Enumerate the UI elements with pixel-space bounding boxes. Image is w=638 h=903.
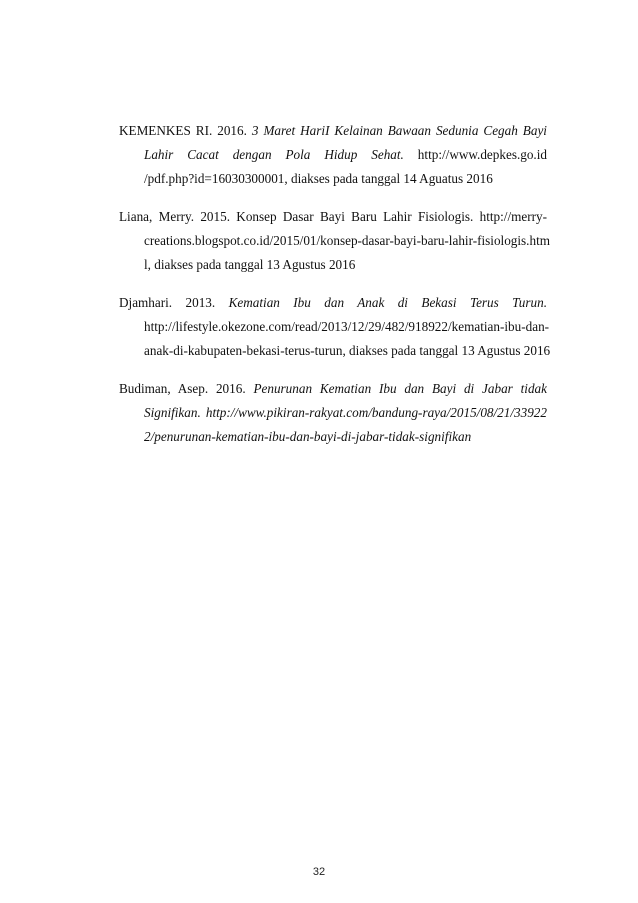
reference-line (119, 167, 547, 191)
reference-text: creations.blogspot.co.id/2015/01/konsep-dasar-bayi-baru-lahir-fisiologis.htm (144, 233, 550, 248)
reference-list (119, 119, 551, 463)
reference-line (119, 339, 551, 363)
reference-line (119, 291, 547, 315)
reference-line (119, 119, 547, 143)
reference-italic-text: Lahir Cacat dengan Pola Hidup Sehat. (144, 147, 404, 162)
reference-text: http://lifestyle.okezone.com/read/2013/12/29/482/918922/kematian-ibu-dan- (144, 319, 550, 334)
reference-entry (119, 119, 547, 191)
reference-italic-text: 2/penurunan-kematian-ibu-dan-bayi-di-jabar-tidak-signifikan (144, 429, 472, 444)
reference-text: l, diakses pada tanggal 13 Agustus 2016 (144, 257, 356, 272)
reference-italic-text: Signifikan. http://www.pikiran-rakyat.com/bandung-raya/2015/08/21/33922 (144, 405, 547, 420)
reference-entry (119, 377, 547, 449)
reference-entry (119, 291, 551, 363)
reference-line (119, 229, 550, 253)
reference-text: /pdf.php?id=16030300001, diakses pada tanggal 14 Aguatus 2016 (144, 171, 493, 186)
reference-entry (119, 205, 550, 277)
reference-text: Budiman, Asep. 2016. (119, 381, 254, 396)
reference-text: http://www.depkes.go.id (403, 147, 547, 162)
page-number: 32 (312, 866, 326, 878)
reference-line (119, 377, 547, 401)
reference-italic-text: Kematian Ibu dan Anak di Bekasi Terus Turun. (228, 295, 547, 310)
reference-text: anak-di-kabupaten-bekasi-terus-turun, diakses pada tanggal 13 Agustus 2016 (144, 343, 551, 358)
reference-line (119, 315, 550, 339)
reference-italic-text: 3 Maret HariI Kelainan Bawaan Sedunia Cegah Bayi (251, 123, 547, 138)
reference-line (119, 425, 547, 449)
reference-text: Liana, Merry. 2015. Konsep Dasar Bayi Baru Lahir Fisiologis. http://merry- (119, 209, 547, 224)
reference-text: Djamhari. 2013. (119, 295, 229, 310)
reference-line (119, 143, 547, 167)
reference-line (119, 205, 547, 229)
reference-italic-text: Penurunan Kematian Ibu dan Bayi di Jabar tidak (253, 381, 547, 396)
reference-line (119, 253, 547, 277)
reference-text: KEMENKES RI. 2016. (119, 123, 252, 138)
reference-line (119, 401, 547, 425)
